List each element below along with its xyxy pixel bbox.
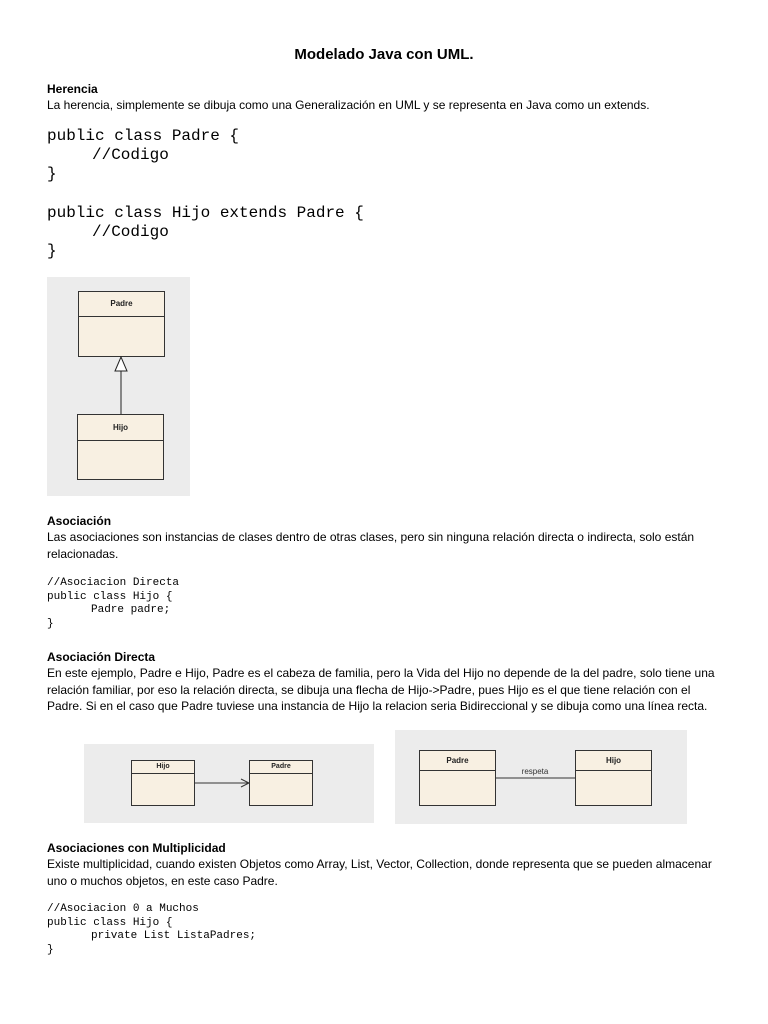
heading-asociacion: Asociación	[47, 514, 112, 528]
code-multiplicidad	[47, 903, 256, 957]
code-line: public class Hijo {	[47, 916, 173, 929]
uml-class-name: Padre	[420, 751, 495, 771]
uml-class-name: Padre	[250, 761, 312, 774]
text-multiplicidad: Existe multiplicidad, cuando existen Objetos como Array, List, Vector, Collection, donde representa que se pueden almacenar uno o muchos objetos, en este caso Padre.	[47, 857, 712, 888]
diagram-herencia	[47, 277, 190, 496]
uml-class-hijo	[575, 750, 652, 806]
document-title: Modelado Java con UML.	[294, 46, 474, 63]
heading-asociacion-directa: Asociación Directa	[47, 650, 156, 664]
code-line: //Asociacion 0 a Muchos	[47, 903, 199, 915]
code-line: }	[47, 943, 54, 956]
code-asociacion	[47, 577, 179, 631]
generalization-arrow-head	[115, 357, 127, 371]
code-line: //Asociacion Directa	[47, 577, 180, 589]
code-line: public class Padre {	[47, 127, 240, 145]
uml-class-padre	[249, 760, 313, 806]
heading-multiplicidad: Asociaciones con Multiplicidad	[47, 841, 226, 855]
code-line: Padre padre;	[91, 604, 171, 616]
uml-class-name: Hijo	[576, 751, 651, 771]
text-asociacion-directa: En este ejemplo, Padre e Hijo, Padre es el cabeza de familia, pero la Vida del Hijo no depende de la del padre, solo tiene una relación familiar, por eso la relación directa, se dibuja una flecha de Hijo->Padre, pues Hijo es el que tiene relación con el Padre. Si en el caso que Padre tuviese una instancia de Hijo la relacion seria Bidireccional y se dibuja como una línea recta.	[47, 666, 715, 713]
text-asociacion: Las asociaciones son instancias de clases dentro de otras clases, pero sin ninguna relación directa o indirecta, solo están relacionadas.	[47, 530, 695, 561]
heading-herencia: Herencia	[47, 82, 98, 96]
uml-class-name: Padre	[79, 292, 164, 317]
code-line: //Codigo	[92, 146, 169, 164]
diagram-asociacion-directa	[84, 744, 374, 823]
code-line: }	[47, 617, 54, 630]
code-line: public class Hijo extends Padre {	[47, 204, 364, 222]
code-line: //Codigo	[92, 223, 169, 241]
code-herencia-padre	[47, 127, 239, 184]
code-line: private List ListaPadres;	[91, 930, 257, 942]
code-line: }	[47, 242, 57, 260]
uml-class-hijo	[77, 414, 164, 480]
association-arrow	[84, 744, 374, 823]
diagram-asociacion-bidireccional	[395, 730, 687, 824]
code-line: }	[47, 165, 57, 183]
association-label: respeta	[521, 767, 549, 776]
uml-class-name: Hijo	[78, 415, 163, 441]
code-line: public class Hijo {	[47, 590, 173, 603]
text-herencia: La herencia, simplemente se dibuja como una Generalización en UML y se representa en Java como un extends.	[47, 98, 650, 112]
code-herencia-hijo	[47, 204, 364, 261]
uml-class-name: Hijo	[132, 761, 194, 774]
